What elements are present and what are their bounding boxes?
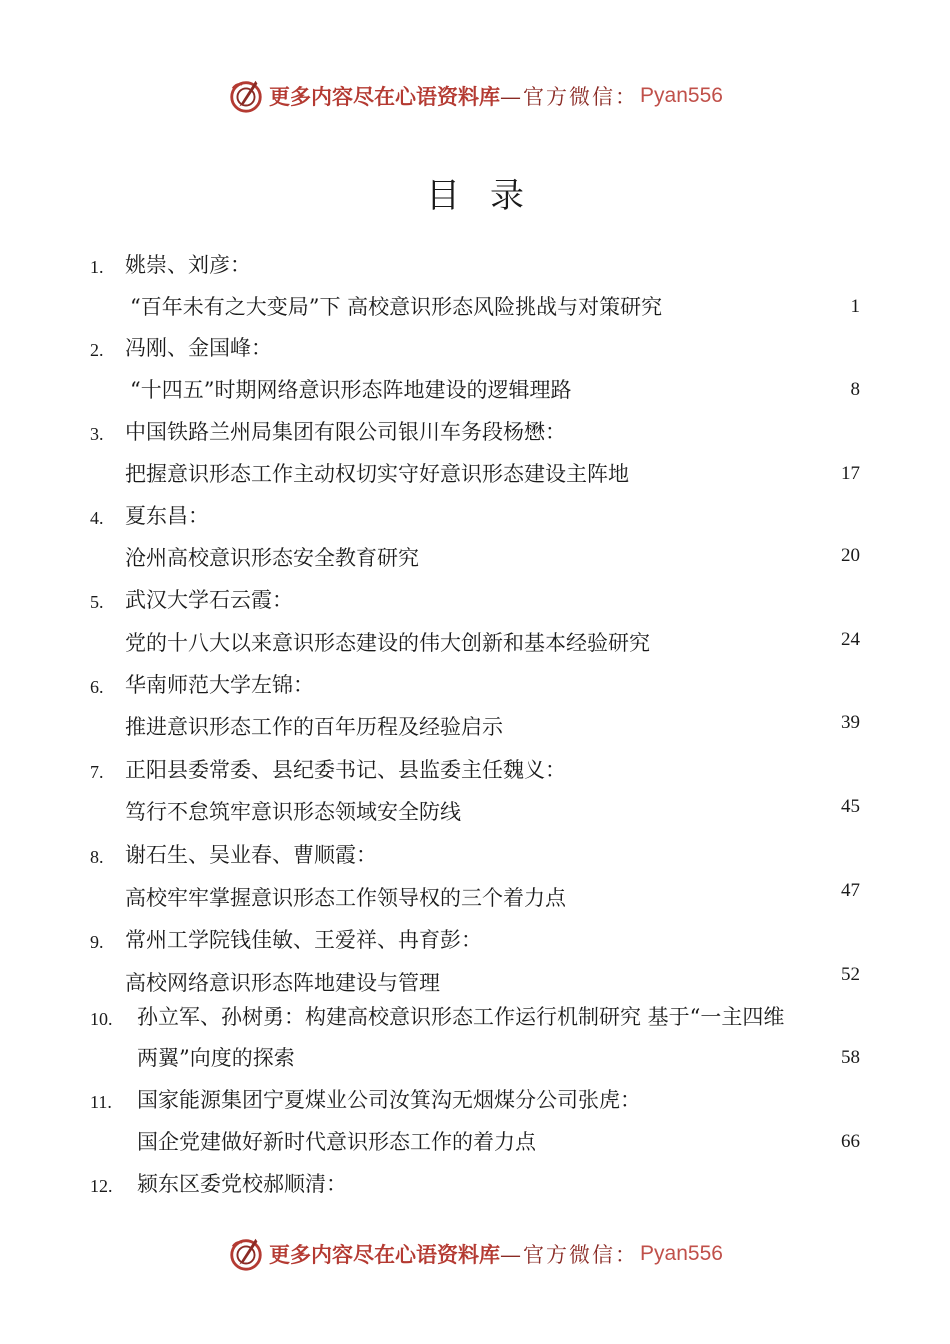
entry-title-link[interactable]: 高校牢牢掌握意识形态工作领导权的三个着力点 [125, 886, 566, 910]
banner-text-main: 更多内容尽在心语资料库 [269, 1242, 501, 1267]
entry-page: 45 [841, 796, 860, 817]
entry-page: 17 [841, 463, 860, 484]
entry-title-link[interactable]: 党的十八大以来意识形态建设的伟大创新和基本经验研究 [125, 631, 650, 655]
entry-title-link[interactable]: 国企党建做好新时代意识形态工作的着力点 [137, 1130, 536, 1154]
entry-number: 4. [90, 508, 104, 528]
entry-number: 9. [90, 932, 104, 952]
watermark-banner-bottom [0, 1234, 950, 1274]
entry-title-link[interactable]: 沧州高校意识形态安全教育研究 [125, 546, 419, 570]
banner-text-id: Pyan556 [640, 1242, 723, 1265]
entry-number: 6. [90, 677, 104, 697]
entry-page: 66 [841, 1131, 860, 1152]
entry-title-link[interactable]: 两翼”向度的探索 [137, 1046, 295, 1070]
entry-author: 谢石生、吴业春、曹顺霞： [125, 843, 377, 867]
entry-page: 1 [850, 296, 860, 317]
entry-number: 11. [90, 1092, 112, 1112]
entry-page: 52 [841, 964, 860, 985]
entry-author: 孙立军、孙树勇：构建高校意识形态工作运行机制研究 基于“一主四维 [137, 1005, 785, 1029]
entry-number: 3. [90, 424, 104, 444]
entry-number: 1. [90, 257, 104, 277]
entry-title-link[interactable]: 推进意识形态工作的百年历程及经验启示 [125, 715, 503, 739]
entry-author: 姚崇、刘彦： [125, 253, 251, 277]
entry-author: 中国铁路兰州局集团有限公司银川车务段杨懋： [125, 420, 566, 444]
entry-page: 20 [841, 545, 860, 566]
entry-page: 47 [841, 880, 860, 901]
entry-number: 7. [90, 762, 104, 782]
entry-number: 5. [90, 592, 104, 612]
entry-author: 冯刚、金国峰： [125, 336, 272, 360]
entry-author: 常州工学院钱佳敏、王爱祥、冉育彭： [125, 928, 482, 952]
banner-text-wechat: —官方微信： [500, 85, 639, 109]
entry-number: 2. [90, 340, 104, 360]
entry-author: 武汉大学石云霞： [125, 588, 293, 612]
entry-title-link[interactable]: “百年未有之大变局”下 高校意识形态风险挑战与对策研究 [130, 295, 663, 319]
entry-author: 华南师范大学左锦： [125, 673, 314, 697]
entry-number: 10. [90, 1009, 113, 1029]
page-title: 目录 [426, 176, 554, 216]
entry-author: 夏东昌： [125, 504, 209, 528]
entry-title-link[interactable]: 把握意识形态工作主动权切实守好意识形态建设主阵地 [125, 462, 629, 486]
entry-title-link[interactable]: 笃行不怠筑牢意识形态领域安全防线 [125, 800, 461, 824]
entry-page: 58 [841, 1047, 860, 1068]
banner-text-main: 更多内容尽在心语资料库 [269, 84, 501, 109]
entry-page: 8 [850, 379, 860, 400]
entry-number: 12. [90, 1176, 113, 1196]
entry-author: 国家能源集团宁夏煤业公司汝箕沟无烟煤分公司张虎： [137, 1088, 641, 1112]
entry-title-link[interactable]: 高校网络意识形态阵地建设与管理 [125, 971, 440, 995]
entry-page: 39 [841, 712, 860, 733]
logo-icon [227, 1235, 265, 1273]
entry-number: 8. [90, 847, 104, 867]
banner-text-wechat: —官方微信： [500, 1243, 639, 1267]
entry-author: 颍东区委党校郝顺清： [137, 1172, 347, 1196]
entry-author: 正阳县委常委、县纪委书记、县监委主任魏义： [125, 758, 566, 782]
entry-page: 24 [841, 629, 860, 650]
entry-title-link[interactable]: “十四五”时期网络意识形态阵地建设的逻辑理路 [130, 378, 572, 402]
banner-text-id: Pyan556 [640, 84, 723, 107]
